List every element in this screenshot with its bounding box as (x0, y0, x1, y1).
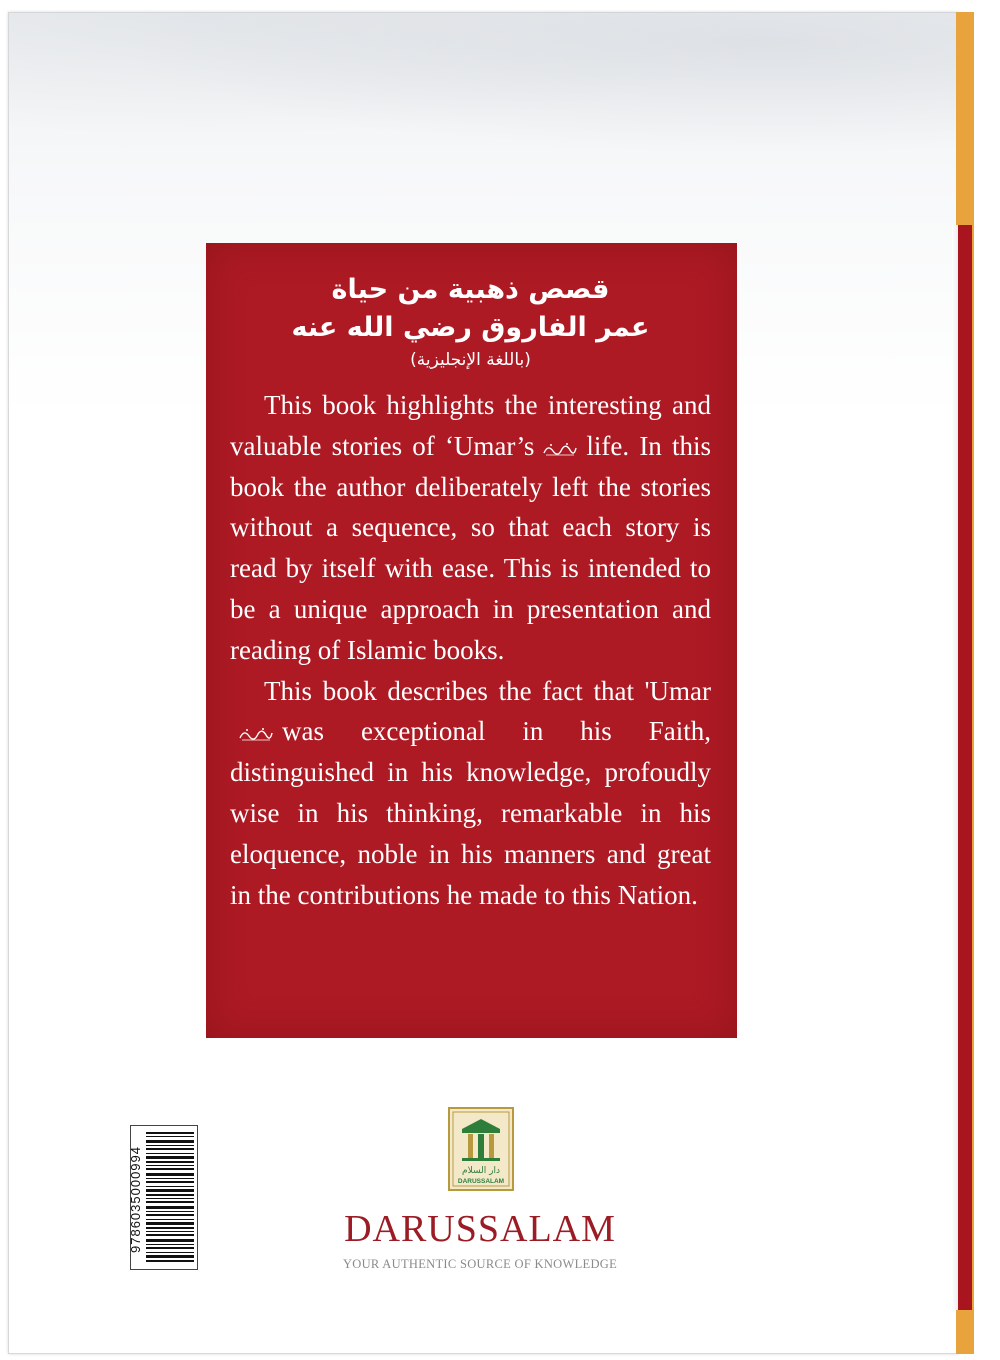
arabic-title-line-2: عمر الفاروق رضي الله عنه (291, 312, 650, 343)
description-paragraph-1 (230, 385, 711, 671)
description-panel (206, 243, 737, 1038)
darussalam-emblem-icon (448, 1107, 514, 1191)
logo-latin-name: DARUSSALAM (457, 1178, 505, 1185)
description-paragraph-2-end: was exceptional in his Faith, distinguished in his knowledge, profoudly wise in his thinking, remarkable in his eloquence, noble in his manners and great in the contributions he made to this Nation. (230, 716, 711, 910)
honorific-calligraphy-icon (542, 441, 578, 457)
publisher-name: DARUSSALAM (344, 1208, 616, 1250)
barcode-bars-icon (146, 1132, 194, 1262)
darussalam-logo (448, 1107, 514, 1191)
description-paragraph-1-end: life. In this book the author deliberately left the stories without a sequence, so that each story is read by itself with ease. This is intended to be a unique approach in presentation and reading of Islamic books. (230, 430, 711, 665)
publisher-tagline: YOUR AUTHENTIC SOURCE OF KNOWLEDGE (342, 1257, 618, 1271)
book-spine-red-band (958, 225, 972, 1310)
logo-arabic-name: دار السلام (462, 1166, 500, 1176)
description-paragraph-2 (230, 671, 711, 916)
isbn-digits: 9786035000994 (128, 1146, 143, 1253)
description-paragraph-2-start: This book describes the fact that 'Umar (264, 675, 711, 706)
arabic-subtitle: (باللغة الإنجليزية) (410, 350, 531, 370)
description-paragraph-1-start: This book highlights the interesting and valuable stories of ‘Umar’s (230, 390, 711, 461)
arabic-title-line-1: قصص ذهبية من حياة (331, 274, 610, 305)
honorific-calligraphy-icon (238, 726, 274, 742)
